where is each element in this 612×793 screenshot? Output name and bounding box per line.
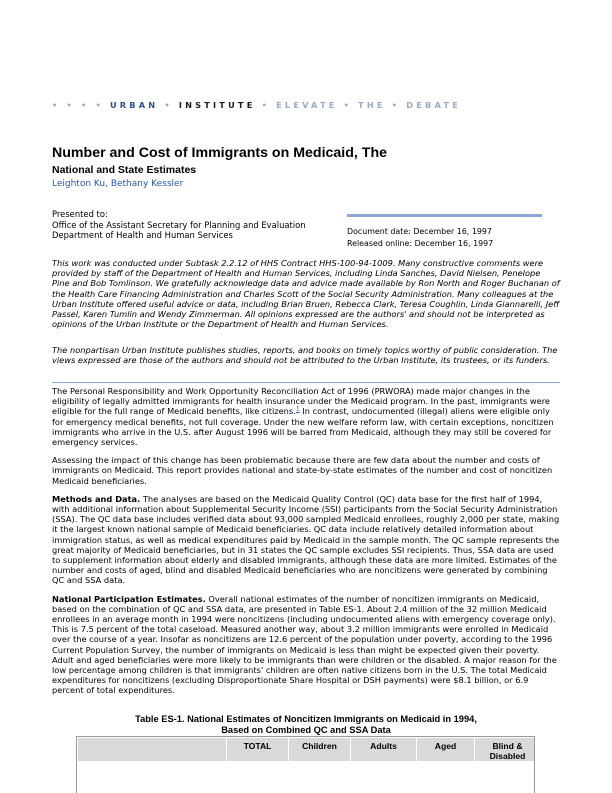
banner-elevate: ELEVATE — [276, 100, 338, 110]
presented-line-1: Office of the Assistant Secretary for Planning and Evaluation — [52, 219, 306, 230]
table-caption-line-2: Based on Combined QC and SSA Data — [221, 724, 391, 735]
presented-label: Presented to: — [52, 209, 108, 219]
document-title: Number and Cost of Immigrants on Medicaid, The — [52, 145, 388, 161]
urban-institute-banner: • • • • URBAN • INSTITUTE • ELEVATE • THE • DEBATE — [52, 100, 461, 110]
section-divider — [52, 382, 560, 383]
table-caption-line-1: Table ES-1. National Estimates of Noncitizen Immigrants on Medicaid in 1994, — [135, 714, 477, 724]
date-box — [347, 214, 542, 251]
paragraph-participation — [52, 594, 560, 696]
paragraph-prwora — [52, 386, 560, 447]
banner-urban: URBAN — [109, 100, 159, 110]
methods-text: The analyses are based on the Medicaid Quality Control (QC) data base for the first half of 1994, with additional information about Supplemental Security Income (SSI) participants from the Social Security Administration (SSA). The QC data base includes verified data about 93,000 sampled Medicaid enrollees, roughly 2,000 per state, making it the largest known national sample of Medicaid beneficiaries. QC data include relatively detailed information about immigration status, as well as medical expenditures paid by Medicaid in the sample month. The QC sample represents the great majority of Medicaid beneficiaries, but in 31 states the QC sample excludes SSI recipients. Thus, SSA data are used to supplement information about elderly and disabled immigrants, although these data are more limited. Estimates of the number and costs of aged, blind and disabled Medicaid beneficiaries who are noncitizens were generated by combining QC and SSA data. — [52, 493, 560, 586]
author-list: Leighton Ku, Bethany Kessler — [52, 179, 184, 189]
table-header-row — [78, 738, 535, 761]
table-header-aged: Aged — [417, 738, 474, 761]
author-link-kessler[interactable]: Bethany Kessler — [110, 179, 184, 189]
table-caption — [90, 714, 522, 735]
released-date: Released online: December 16, 1997 — [347, 239, 494, 249]
paragraph-methods — [52, 494, 560, 586]
banner-debate: DEBATE — [406, 100, 461, 110]
banner-the: THE — [358, 100, 386, 110]
table-header-blind-disabled: Blind & Disabled — [475, 738, 535, 761]
table-header-total: TOTAL — [227, 738, 288, 761]
author-link-ku[interactable]: Leighton Ku — [52, 179, 106, 189]
methods-heading: Methods and Data. — [52, 493, 141, 504]
table-es-1 — [77, 737, 535, 762]
presented-line-2: Department of Health and Human Services — [52, 230, 233, 241]
presented-to — [52, 209, 342, 241]
paragraph-assessing: Assessing the impact of this change has been problematic because there are few data about the number and costs of immigrants on Medicaid. This report provides national and state-by-state estimates of the number and cost of noncitizen Medicaid beneficiaries. — [52, 455, 553, 486]
paragraph-prwora-part1: The Personal Responsibility and Work Opportunity Reconciliation Act of 1996 (PRWORA) made major changes in the eligibility of legally admitted immigrants for health insurance under the Medicaid program. In the past, immigrants were eligible for the full range of Medicaid benefits, like citizens. — [52, 386, 551, 417]
table-header-blank — [78, 738, 226, 761]
participation-text: Overall national estimates of the number of noncitizen immigrants on Medicaid, based on the combination of QC and SSA data, are presented in Table ES-1. About 2.4 million of the 32 million Medicaid enrollees in an average month in 1994 were noncitizens (including undocumented aliens with emergency coverage only). This is 7.5 percent of the total caseload. Measured another way, about 3.2 million immigrants were enrolled in Medicaid over the course of a year. Insofar as noncitizens are 12.6 percent of the population under poverty, according to the 1996 Current Population Survey, the number of immigrants on Medicaid is less than might be expected given their poverty. Adult and aged beneficiaries were more likely to be immigrants than were children or the disabled. A major reason for the low percentage among children is that immigrants' children are often native citizens born in the U.S. The total Medicaid expenditures for noncitizens (excluding Disproportionate Share Hospital or DSH payments) were $8.1 billion, or 6.9 percent of total expenditures. — [52, 593, 557, 696]
document-subtitle: National and State Estimates — [52, 164, 197, 176]
table-frame — [76, 736, 535, 793]
disclaimer-text: The nonpartisan Urban Institute publishes studies, reports, and books on timely topics worthy of public consideration. The views expressed are those of the authors and should not be attributed to the Urban Institute, its trustees, or its funders. — [52, 345, 558, 366]
footnote-link-1[interactable]: 1 — [295, 405, 300, 413]
table-header-children: Children — [289, 738, 350, 761]
acknowledgment-text: This work was conducted under Subtask 2.2.12 of HHS Contract HHS-100-94-1009. Many constructive comments were provided by staff of the Department of Health and Human Services, including Linda Sanches, David Nielsen, Penelope Pine and Bob Tomlinson. We gratefully acknowledge data and advice made available by Ron North and Roger Buchanan of the Health Care Financing Administration and Charles Scott of the Social Security Administration. Many colleagues at the Urban Institute offered useful advice or data, including Brian Bruen, Rebecca Clark, Teresa Coughlin, Linda Giannarelli, Jeff Passel, Karen Tumlin and Wendy Zimmerman. All opinions expressed are the authors' and should not be interpreted as opinions of the Urban Institute or the Department of Health and Human Services. — [52, 258, 560, 330]
document-date: Document date: December 16, 1997 — [347, 227, 492, 236]
banner-institute: INSTITUTE — [178, 100, 256, 110]
paragraph-prwora-part2: In contrast, undocumented (illegal) aliens were eligible only for emergency medical benefits, not full coverage. Under the new welfare reform law, with certain exceptions, noncitizen immigrants who arrive in the U.S. after August 1996 will be barred from Medicaid, although they may still be covered for emergency services. — [52, 406, 554, 448]
table-header-adults: Adults — [351, 738, 416, 761]
document-body — [52, 386, 560, 704]
participation-heading: National Participation Estimates. — [52, 593, 206, 604]
